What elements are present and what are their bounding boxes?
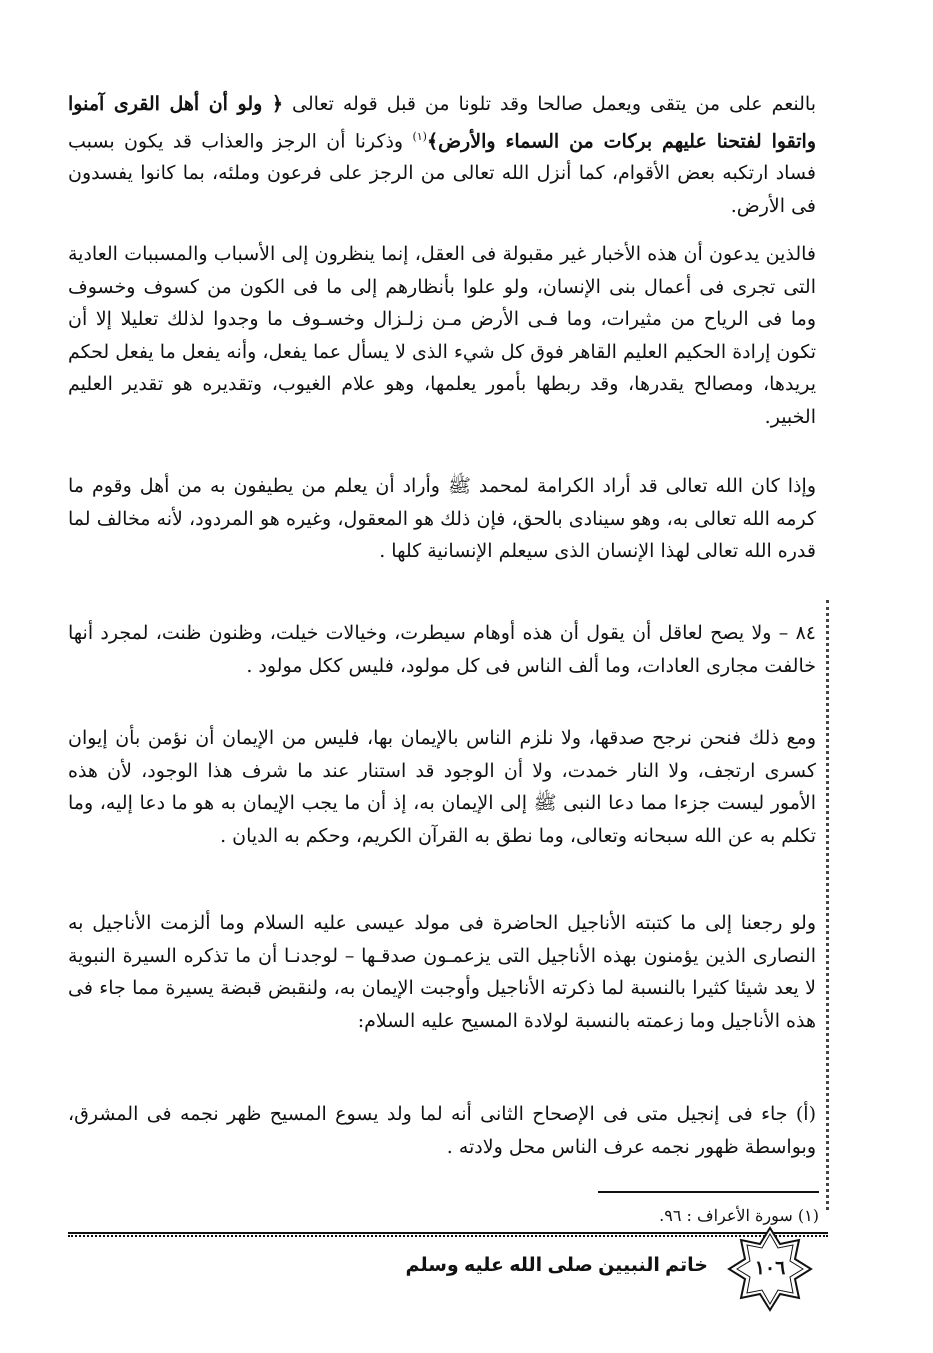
page-number: ١٠٦ xyxy=(754,1257,786,1279)
section-side-rule xyxy=(826,600,829,1210)
paragraph-1 xyxy=(68,88,816,222)
paragraph-6: ولو رجعنا إلى ما كتبته الأناجيل الحاضرة فى مولد عيسى عليه السلام وما ألزمت الأناجيل به النصارى الذين يؤمنون بهذه الأناجيل التى يزعمـون صدقـها – لوجدنـا أن ما تذكره السيرة النبوية لا يعد شيئا كثيرا بالنسبة لما ذكرته الأناجيل وأوجبت الإيمان به، ولنقبض قبضة يسيرة مما جاء فى هذه الأناجيل وما زعمته بالنسبة لولادة المسيح عليه السلام: xyxy=(68,912,816,1032)
paragraph-2: فالذين يدعون أن هذه الأخبار غير مقبولة فى العقل، إنما ينظرون إلى الأسباب والمسببات العادية التى تجرى فى أعمال بنى الإنسان، ولو علوا بأنظارهم إلى ما فى الكون من كسوف وخسوف وما فى الرياح من مثيرات، وما فـى الأرض مـن زلـزال وخسـوف ما وجدوا لذلك تعليلا إلا أن تكون إرادة الحكيم العليم القاهر فوق كل شيء الذى لا يسأل عما يفعل، وأنه يفعل ما يفعل لحكم يريدها، ومصالح يقدرها، وقد ربطها بأمور يعلمها، وهو علام الغيوب، وتقديره هو تقدير العليم الخبير. xyxy=(68,243,816,428)
footnote-divider xyxy=(598,1191,819,1193)
paragraph-3: وإذا كان الله تعالى قد أراد الكرامة لمحمد ﷺ وأراد أن يعلم من يطيفون به من أهل وقوم ما كرمه الله تعالى به، وهو سينادى بالحق، فإن ذلك هو المعقول، وغيره هو المردود، لأنه مخالف لما قدره الله تعالى لهذا الإنسان الذى سيعلم الإنسانية كلها . xyxy=(68,475,816,562)
quran-quote: ﴿ ولو أن أهل القرى آمنوا واتقوا لفتحنا عليهم بركات من السماء والأرض﴾ xyxy=(68,93,817,152)
footnote-reference: (١) xyxy=(412,129,427,143)
paragraph-1-text-b: وذكرنا أن الرجز والعذاب قد يكون بسبب فساد ارتكبه بعض الأقوام، كما أنزل الله تعالى من الرجز على فرعون وملئه، بما كانوا يفسدون فى الأرض. xyxy=(68,129,816,217)
paragraph-5: ومع ذلك فنحن نرجح صدقها، ولا نلزم الناس بالإيمان بها، فليس من الإيمان أن نؤمن بأن إيوان كسرى ارتجف، ولا النار خمدت، ولا أن الوجود قد استنار عند ما شرف هذا الوجود، لأن هذه الأمور ليست جزءا مما دعا النبى ﷺ إلى الإيمان به، إذ أن ما يجب الإيمان به هو ما دعا إليه، وما تكلم به عن الله سبحانه وتعالى، وما نطق به القرآن الكريم، وحكم به الديان . xyxy=(68,727,816,847)
paragraph-4: ٨٤ – ولا يصح لعاقل أن يقول أن هذه أوهام سيطرت، وخيالات خيلت، وظنون ظنت، لمجرد أنها خالفت مجارى العادات، وما ألف الناس فى كل مولود، فليس ككل مولود . xyxy=(68,622,816,677)
book-title: خاتم النبيين صلى الله عليه وسلم xyxy=(405,1255,708,1276)
footer-divider xyxy=(68,1232,828,1237)
paragraph-1-text-a: بالنعم على من يتقى ويعمل صالحا وقد تلونا من قبل قوله تعالى xyxy=(283,93,816,115)
paragraph-7: (أ) جاء فى إنجيل متى فى الإصحاح الثانى أنه لما ولد يسوع المسيح ظهر نجمه فى المشرق، وبواسطة ظهور نجمه عرف الناس محل ولادته . xyxy=(68,1103,816,1158)
footnote: (١) سورة الأعراف : ٩٦. xyxy=(659,1206,819,1225)
